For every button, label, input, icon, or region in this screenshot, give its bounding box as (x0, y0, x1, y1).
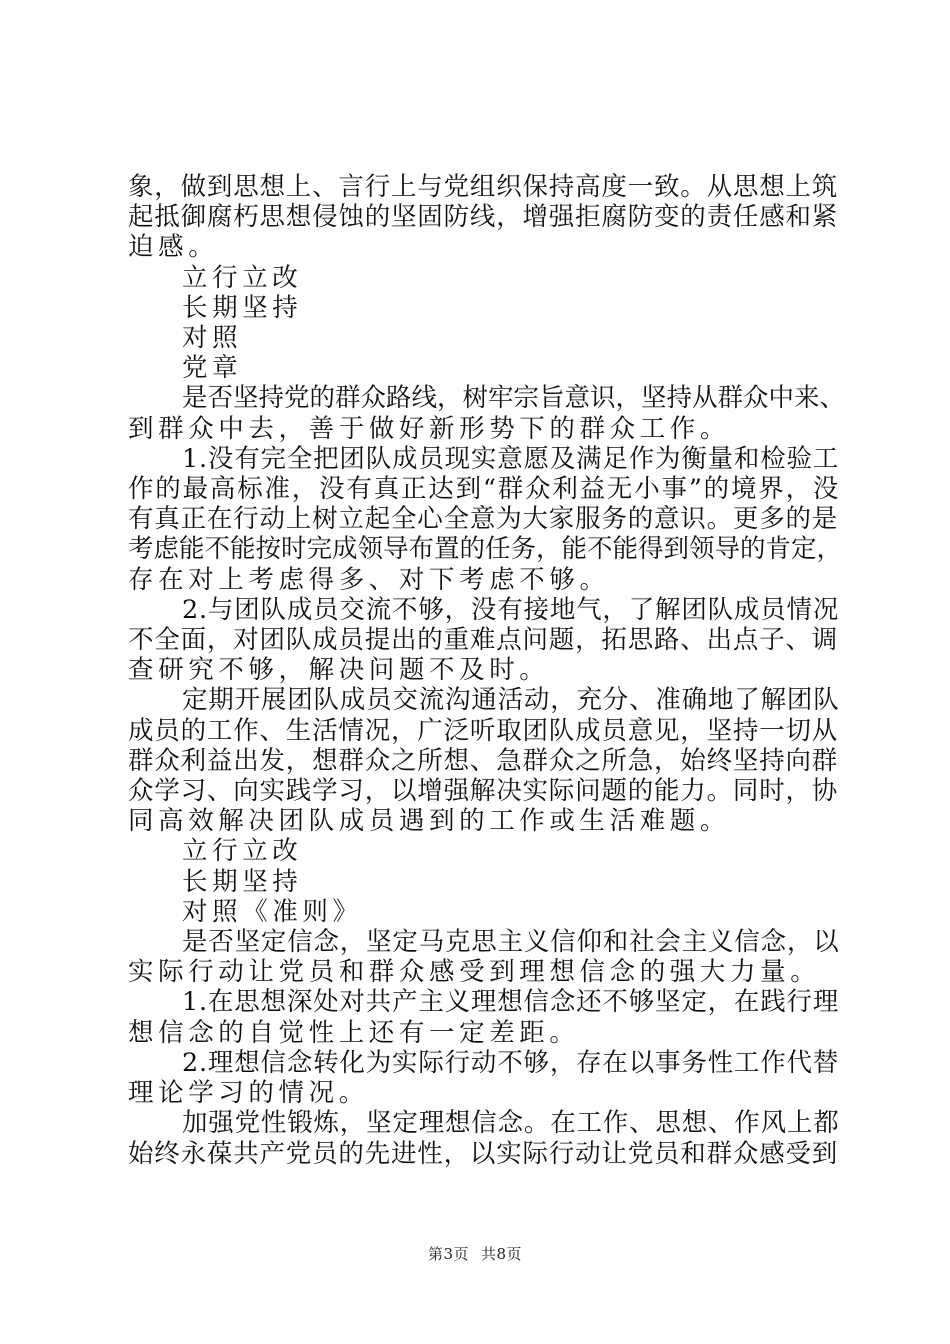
text-line: 有真正在行动上树立起全心全意为大家服务的意识。更多的是 (128, 504, 839, 535)
text-line: 立行立改 (182, 262, 303, 293)
text-line: 考虑能不能按时完成领导布置的任务，能不能得到领导的肯定， (128, 534, 843, 565)
text-line: 对照 (182, 323, 243, 354)
document-body (128, 172, 846, 1169)
text-line: 1.没有完全把团队成员现实意愿及满足作为衡量和检验工 (182, 443, 840, 474)
text-line: 是否坚定信念，坚定马克思主义信仰和社会主义信念，以 (182, 927, 840, 958)
text-line: 成员的工作、生活情况，广泛听取团队成员意见，坚持一切从 (128, 715, 839, 746)
text-line: 起抵御腐朽思想侵蚀的坚固防线，增强拒腐防变的责任感和紧 (128, 202, 839, 233)
text-line: 群众利益出发，想群众之所想、急群众之所急，始终坚持向群 (128, 745, 839, 776)
text-line: 长期坚持 (182, 292, 303, 323)
text-line: 定期开展团队成员交流沟通活动，充分、准确地了解团队 (182, 685, 840, 716)
text-line: 1.在思想深处对共产主义理想信念还不够坚定，在践行理 (182, 987, 840, 1018)
text-line: 想信念的自觉性上还有一定差距。 (128, 1017, 580, 1048)
text-line: 到群众中去，善于做好新形势下的群众工作。 (128, 413, 731, 444)
text-line: 查研究不够，解决问题不及时。 (128, 655, 550, 686)
text-line: 2.与团队成员交流不够，没有接地气，了解团队成员情况 (182, 594, 840, 625)
text-line: 立行立改 (182, 836, 303, 867)
text-line: 实际行动让党员和群众感受到理想信念的强大力量。 (128, 957, 821, 988)
text-line: 党章 (182, 353, 243, 384)
page-footer (0, 1243, 950, 1264)
text-line: 对照《准则》 (182, 896, 363, 927)
text-line: 2.理想信念转化为实际行动不够，存在以事务性工作代替 (182, 1047, 840, 1078)
text-line: 理论学习的情况。 (128, 1078, 369, 1109)
page-total: 共8页 (481, 1245, 523, 1263)
text-line: 不全面，对团队成员提出的重难点问题，拓思路、出点子、调 (128, 625, 839, 656)
text-line: 作的最高标准，没有真正达到“群众利益无小事”的境界，没 (128, 474, 841, 505)
text-line: 始终永葆共产党员的先进性，以实际行动让党员和群众感受到 (128, 1138, 839, 1169)
text-line: 长期坚持 (182, 866, 303, 897)
text-line: 是否坚持党的群众路线，树牢宗旨意识，坚持从群众中来、 (182, 383, 846, 414)
text-line: 迫感。 (128, 232, 219, 263)
text-line: 象，做到思想上、言行上与党组织保持高度一致。从思想上筑 (128, 172, 839, 202)
text-line: 众学习、向实践学习，以增强解决实际问题的能力。同时，协 (128, 776, 839, 807)
text-line: 同高效解决团队成员遇到的工作或生活难题。 (128, 806, 731, 837)
text-line: 存在对上考虑得多、对下考虑不够。 (128, 564, 610, 595)
page-number: 第3页 (427, 1245, 469, 1263)
text-line: 加强党性锻炼，坚定理想信念。在工作、思想、作风上都 (182, 1108, 840, 1139)
